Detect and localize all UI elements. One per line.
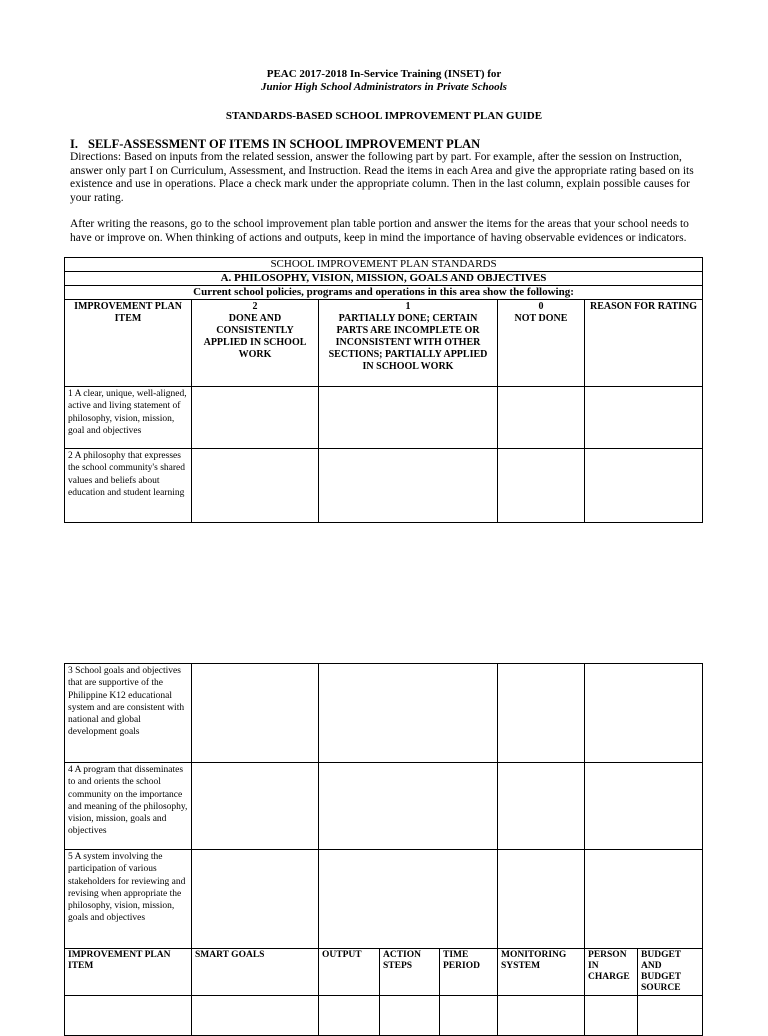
plan-cell-output[interactable] (319, 996, 380, 1036)
item-text: 2 A philosophy that expresses the school community's shared values and beliefs about education and student learning (65, 449, 192, 523)
check-cell-done[interactable] (192, 850, 319, 949)
check-cell-not-done[interactable] (498, 664, 585, 763)
reason-cell[interactable] (585, 850, 703, 949)
check-cell-partial[interactable] (319, 850, 498, 949)
document-title (0, 68, 768, 94)
check-cell-not-done[interactable] (498, 387, 585, 449)
table-row (65, 763, 703, 850)
plan-header-row (65, 949, 703, 996)
plan-col-action-steps: ACTION STEPS (380, 949, 440, 996)
item-text: 3 School goals and objectives that are supportive of the Philippine K12 educational system and are consistent with national and global development goals (65, 664, 192, 763)
plan-col-time-period: TIME PERIOD (440, 949, 498, 996)
section-title: SELF-ASSESSMENT OF ITEMS IN SCHOOL IMPROVEMENT PLAN (88, 137, 481, 151)
item-text: 4 A program that disseminates to and orients the school community on the importance and meaning of the philosophy, vision, mission, goals and objectives (65, 763, 192, 850)
section-number: I. (70, 137, 78, 151)
check-cell-done[interactable] (192, 449, 319, 523)
after-writing-paragraph: After writing the reasons, go to the school improvement plan table portion and answer the items for the areas that your school needs to have or improve on. When thinking of actions and outputs, keep in mind the importance of having observable evidences or indicators. (70, 218, 689, 244)
label-not-done: NOT DONE (514, 313, 568, 324)
plan-col-monitoring: MONITORING SYSTEM (498, 949, 585, 996)
check-cell-not-done[interactable] (498, 763, 585, 850)
plan-col-person: PERSON IN CHARGE (585, 949, 638, 996)
standards-table-title: SCHOOL IMPROVEMENT PLAN STANDARDS (65, 258, 703, 272)
reason-cell[interactable] (585, 763, 703, 850)
directions-paragraph: Directions: Based on inputs from the related session, answer the following part by part. For example, after the session on Instruction, answer only part I on Curriculum, Assessment, and Instruction. Read the items in each Area and give the appropriate rating based on its existence and use in operations. Place a check mark under the appropriate column. Then in the last column, explain possible causes for your rating. (70, 151, 694, 204)
plan-row (65, 996, 703, 1036)
table-row (65, 850, 703, 949)
plan-col-item: IMPROVEMENT PLAN ITEM (65, 949, 192, 996)
standards-table (64, 257, 703, 523)
col-header-partial (319, 300, 498, 387)
col-header-reason: REASON FOR RATING (585, 300, 703, 387)
plan-cell-monitoring[interactable] (498, 996, 585, 1036)
area-prompt: Current school policies, programs and operations in this area show the following: (65, 286, 703, 300)
plan-col-output: OUTPUT (319, 949, 380, 996)
table-row (65, 449, 703, 523)
plan-col-smart-goals: SMART GOALS (192, 949, 319, 996)
guide-title: STANDARDS-BASED SCHOOL IMPROVEMENT PLAN GUIDE (225, 110, 543, 122)
check-cell-partial[interactable] (319, 387, 498, 449)
col-header-item: IMPROVEMENT PLAN ITEM (65, 300, 192, 387)
plan-cell-person[interactable] (585, 996, 638, 1036)
plan-cell-time-period[interactable] (440, 996, 498, 1036)
plan-cell-action-steps[interactable] (380, 996, 440, 1036)
reason-cell[interactable] (585, 449, 703, 523)
item-text: 1 A clear, unique, well-aligned, active and living statement of philosophy, vision, mission, goal and objectives (65, 387, 192, 449)
standards-header-row (65, 300, 703, 387)
check-cell-done[interactable] (192, 763, 319, 850)
check-cell-partial[interactable] (319, 763, 498, 850)
check-cell-partial[interactable] (319, 449, 498, 523)
score-2: 2 (252, 301, 258, 312)
plan-cell-budget[interactable] (638, 996, 703, 1036)
plan-cell-item[interactable] (65, 996, 192, 1036)
check-cell-done[interactable] (192, 664, 319, 763)
item-text: 5 A system involving the participation of various stakeholders for reviewing and revising when appropriate the philosophy, vision, mission, goals and objectives (65, 850, 192, 949)
label-partial: PARTIALLY DONE; CERTAIN PARTS ARE INCOMPLETE OR INCONSISTENT WITH OTHER SECTIONS; PARTIALLY APPLIED IN SCHOOL WORK (328, 313, 488, 372)
title-line-2: Junior High School Administrators in Private Schools (261, 81, 507, 93)
check-cell-not-done[interactable] (498, 449, 585, 523)
check-cell-partial[interactable] (319, 664, 498, 763)
label-done: DONE AND CONSISTENTLY APPLIED IN SCHOOL WORK (203, 313, 307, 360)
score-0: 0 (538, 301, 544, 312)
table-row (65, 387, 703, 449)
reason-cell[interactable] (585, 664, 703, 763)
score-1: 1 (405, 301, 411, 312)
check-cell-not-done[interactable] (498, 850, 585, 949)
table-row (65, 664, 703, 763)
plan-col-budget: BUDGET AND BUDGET SOURCE (638, 949, 703, 996)
reason-cell[interactable] (585, 387, 703, 449)
title-line-1: PEAC 2017-2018 In-Service Training (INSET) for (266, 68, 502, 80)
check-cell-done[interactable] (192, 387, 319, 449)
col-header-not-done (498, 300, 585, 387)
section-heading (70, 137, 480, 152)
standards-table-continued (64, 663, 703, 1036)
plan-cell-smart-goals[interactable] (192, 996, 319, 1036)
area-heading: A. PHILOSOPHY, VISION, MISSION, GOALS AND OBJECTIVES (65, 272, 703, 286)
col-header-done (192, 300, 319, 387)
